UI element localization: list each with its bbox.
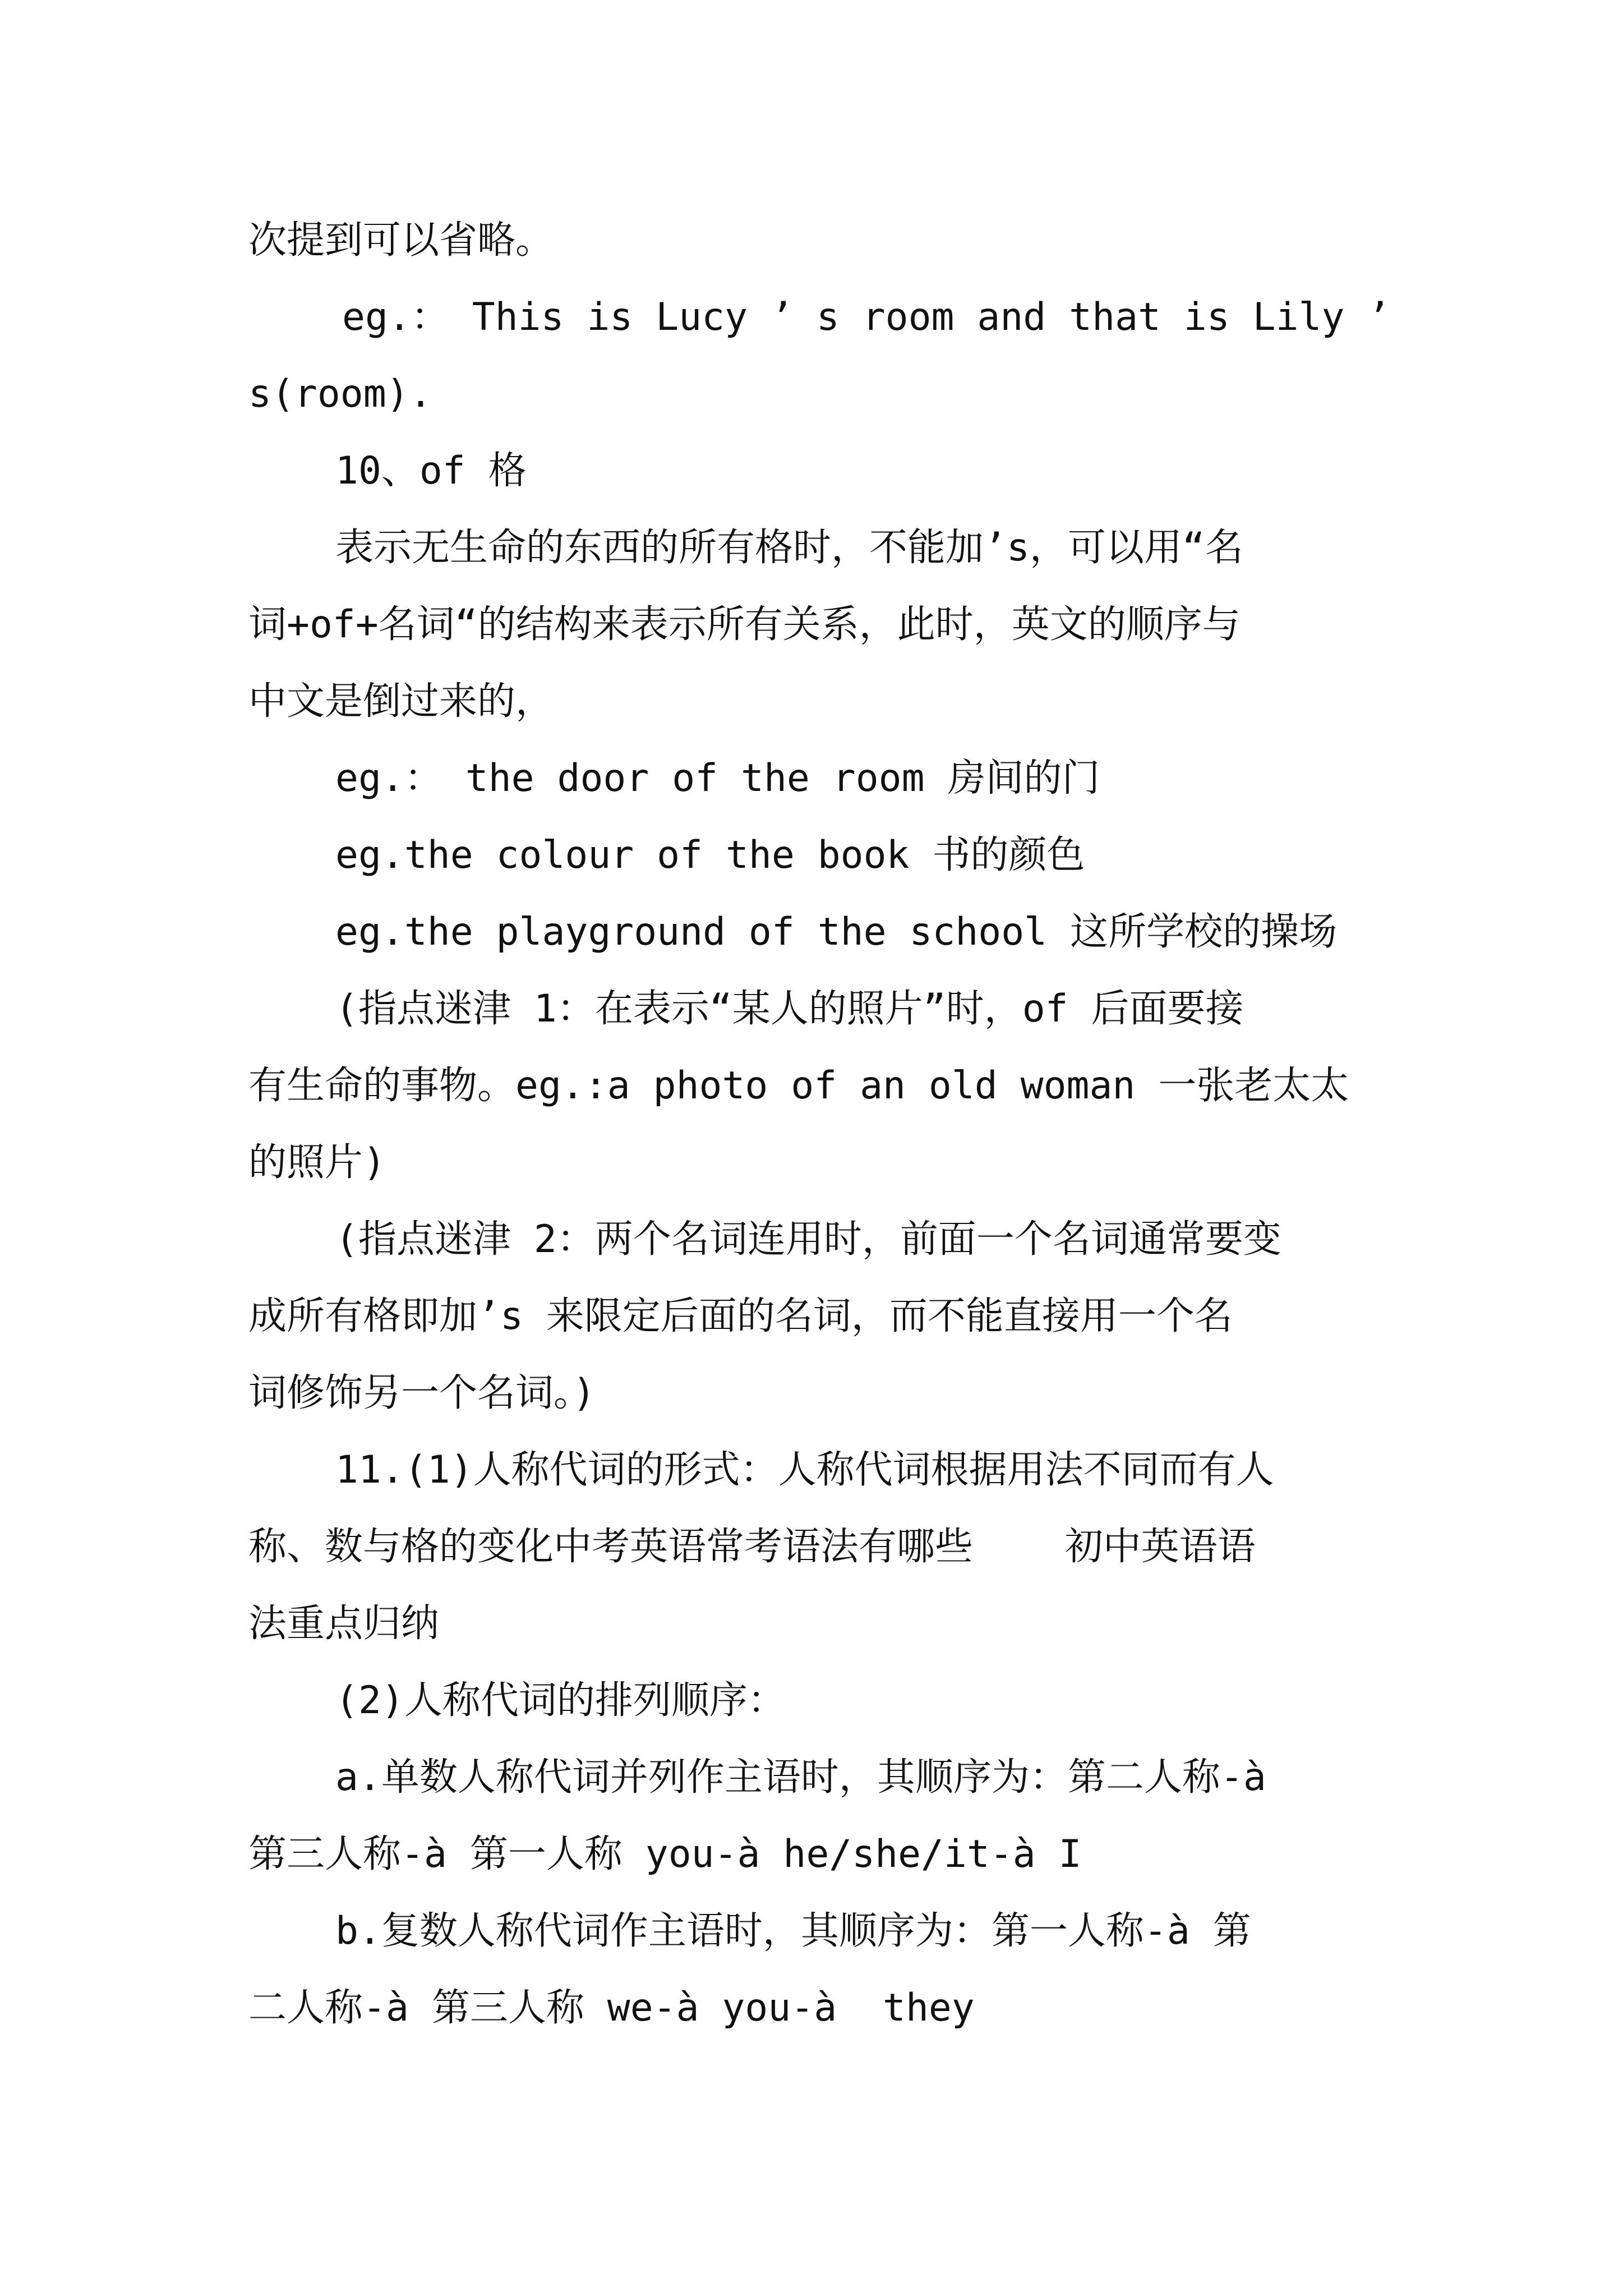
- text-line: 表示无生命的东西的所有格时，不能加’s，可以用“名: [335, 526, 1243, 570]
- text-line: b.复数人称代词作主语时，其顺序为：第一人称-à 第: [335, 1909, 1251, 1953]
- text-line: 10、of 格: [335, 449, 527, 493]
- text-line: 词修饰另一个名词。): [248, 1371, 596, 1415]
- text-line: 词+of+名词“的结构来表示所有关系，此时，英文的顺序与: [248, 602, 1241, 647]
- text-line: 成所有格即加’s 来限定后面的名词，而不能直接用一个名: [248, 1294, 1233, 1338]
- text-line: a.单数人称代词并列作主语时，其顺序为：第二人称-à: [335, 1755, 1266, 1800]
- text-line: eg.the colour of the book 书的颜色: [335, 833, 1085, 877]
- text-line: 称、数与格的变化中考英语常考语法有哪些 初中英语语: [248, 1525, 1256, 1569]
- text-line: 法重点归纳: [248, 1602, 440, 1646]
- text-line: 第三人称-à 第一人称 you-à he/she/it-à I: [248, 1832, 1082, 1876]
- text-line: 11.(1)人称代词的形式：人称代词根据用法不同而有人: [335, 1448, 1274, 1492]
- text-line: eg.： the door of the room 房间的门: [335, 756, 1100, 800]
- text-line: 有生命的事物。eg.:a photo of an old woman 一张老太太: [248, 1064, 1349, 1108]
- text-line: 的照片): [248, 1140, 386, 1185]
- text-line: (指点迷津 2：两个名词连用时，前面一个名词通常要变: [335, 1217, 1281, 1262]
- text-line: (2)人称代词的排列顺序：: [335, 1678, 786, 1723]
- text-line: eg.the playground of the school 这所学校的操场: [335, 910, 1338, 954]
- text-line: (指点迷津 1：在表示“某人的照片”时，of 后面要接: [335, 987, 1244, 1031]
- text-line: s(room).: [248, 372, 432, 416]
- text-line: 次提到可以省略。: [248, 218, 554, 263]
- text-line: eg.： This is Lucy ’ s room and that is Lily ’: [342, 295, 1391, 339]
- text-line: 二人称-à 第三人称 we-à you-à they: [248, 1986, 975, 2030]
- text-line: 中文是倒过来的，: [248, 679, 554, 724]
